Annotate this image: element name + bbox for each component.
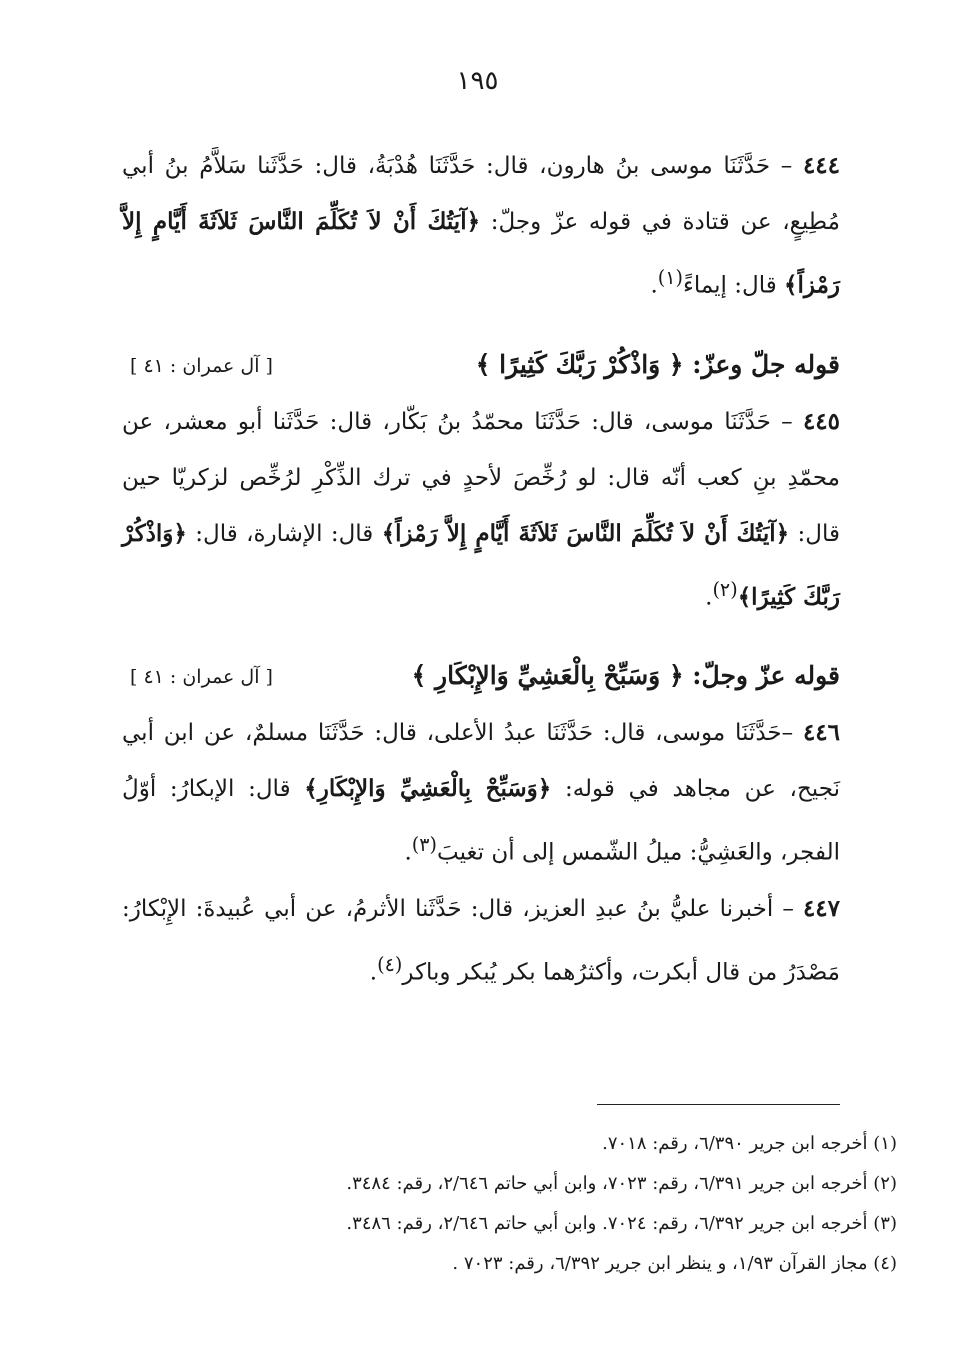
hadith-text: – حَدَّثَنَا موسى، قال: حَدَّثَنَا محمّدُ بنُ بَكّار، قال: حَدَّثَنا أبو معشر، عن محمّدِ بنِ كعب أنّه قال: لو رُخِّصَ لأحدٍ في ترك الذِّكْرِ لرُخِّص لزكريّا حين قال: (122, 408, 840, 547)
hadith-tail: قال: الإبكارُ: أوّلُ الفجر، والعَشِيُّ: ميلُ الشّمس إلى أن تغيبَ (122, 776, 840, 866)
sentence-end: . (705, 584, 713, 611)
footnote-2: (٢) أخرجه ابن جرير ٦/٣٩١، رقم: ٧٠٢٣، وابن أبي حاتم ٢/٦٤٦، رقم: ٣٤٨٤. (346, 1173, 897, 1194)
sentence-end: . (650, 272, 658, 299)
quran-quote-2: ﴿وَاذْكُرْ رَبَّكَ كَثِيرًا﴾ (122, 519, 840, 611)
page-number: ١٩٥ (456, 66, 499, 96)
hadith-tail: قال: إيماءً (683, 272, 785, 299)
hadith-number: ٤٤٥ (802, 407, 840, 435)
hadith-text: –حَدَّثَنَا موسى، قال: حَدَّثَنَا عبدُ الأعلى، قال: حَدَّثَنَا مسلمٌ، عن ابن أبي نَجيح، عن مجاهد في قوله: (122, 720, 840, 803)
sentence-end: . (369, 959, 378, 986)
verse-reference: [ آل عمران : ٤١ ] (130, 354, 273, 377)
footnote-ref: (١) (657, 266, 684, 289)
heading-text (476, 336, 840, 394)
hadith-445 (122, 394, 840, 626)
hadith-447 (122, 881, 840, 1001)
hadith-446 (122, 705, 840, 881)
verse-reference: [ آل عمران : ٤١ ] (130, 666, 273, 689)
hadith-number: ٤٤٦ (802, 719, 840, 747)
footnote-4: (٤) مجاز القرآن ١/٩٣، و ينظر ابن جرير ٦/٣٩٢، رقم: ٧٠٢٣ . (452, 1253, 897, 1274)
hadith-mid: قال: الإشارة، قال: (186, 520, 382, 547)
heading-text (412, 647, 840, 705)
heading-verse: ﴿ وَاذْكُرْ رَبَّكَ كَثِيرًا ﴾ (475, 349, 684, 379)
quran-quote: ﴿آيَتُكَ أَنْ لاَ تُكَلِّمَ النَّاسَ ثَلاَثَةَ أَيَّامٍ إِلاَّ رَمْزاً﴾ (381, 519, 790, 547)
main-text (122, 138, 840, 1001)
heading-label: قوله عزّ وجلّ: (683, 661, 840, 691)
footnotes (160, 1124, 897, 1284)
footnote-ref: (٤) (377, 952, 403, 976)
hadith-number: ٤٤٤ (802, 152, 840, 179)
section-heading-1 (122, 336, 840, 394)
hadith-text: – أخبرنا عليُّ بنُ عبدِ العزيز، قال: حَدَّثَنا الأثرمُ، عن أبي عُبيدةَ: الإِبْكارُ: مَصْدَرُ من قال أبكرت، وأكثرُهما بكر يُبكر وباكر (122, 895, 840, 986)
quran-quote: ﴿وَسَبِّحْ بِالْعَشِيِّ وَالإِبْكَارِ﴾ (304, 775, 552, 803)
hadith-444 (122, 138, 840, 314)
heading-verse: ﴿ وَسَبِّحْ بِالْعَشِيِّ وَالإِبْكَارِ ﴾ (411, 661, 684, 691)
section-heading-2 (122, 647, 840, 705)
footnote-divider (597, 1104, 840, 1105)
quran-quote: ﴿آيَتُكَ أَنْ لاَ تُكَلِّمَ النَّاسَ ثَلاَثَةَ أَيَّامٍ إِلاَّ رَمْزاً﴾ (122, 208, 840, 299)
footnote-1: (١) أخرجه ابن جرير ٦/٣٩٠، رقم: ٧٠١٨. (602, 1133, 897, 1154)
sentence-end: . (404, 839, 412, 866)
heading-label: قوله جلّ وعزّ: (683, 349, 840, 379)
hadith-text: – حَدَّثَنَا موسى بنُ هارون، قال: حَدَّثَنَا هُدْبَةُ، قال: حَدَّثَنا سَلاَّمُ بنُ أبي مُطِيعٍ، عن قتادة في قوله عزّ وجلّ: (122, 153, 840, 235)
footnote-ref: (٣) (411, 833, 438, 857)
footnote-ref: (٢) (712, 577, 738, 601)
footnote-3: (٣) أخرجه ابن جرير ٦/٣٩٢، رقم: ٧٠٢٤. وابن أبي حاتم ٢/٦٤٦، رقم: ٣٤٨٦. (346, 1213, 897, 1234)
hadith-number: ٤٤٧ (802, 894, 840, 922)
